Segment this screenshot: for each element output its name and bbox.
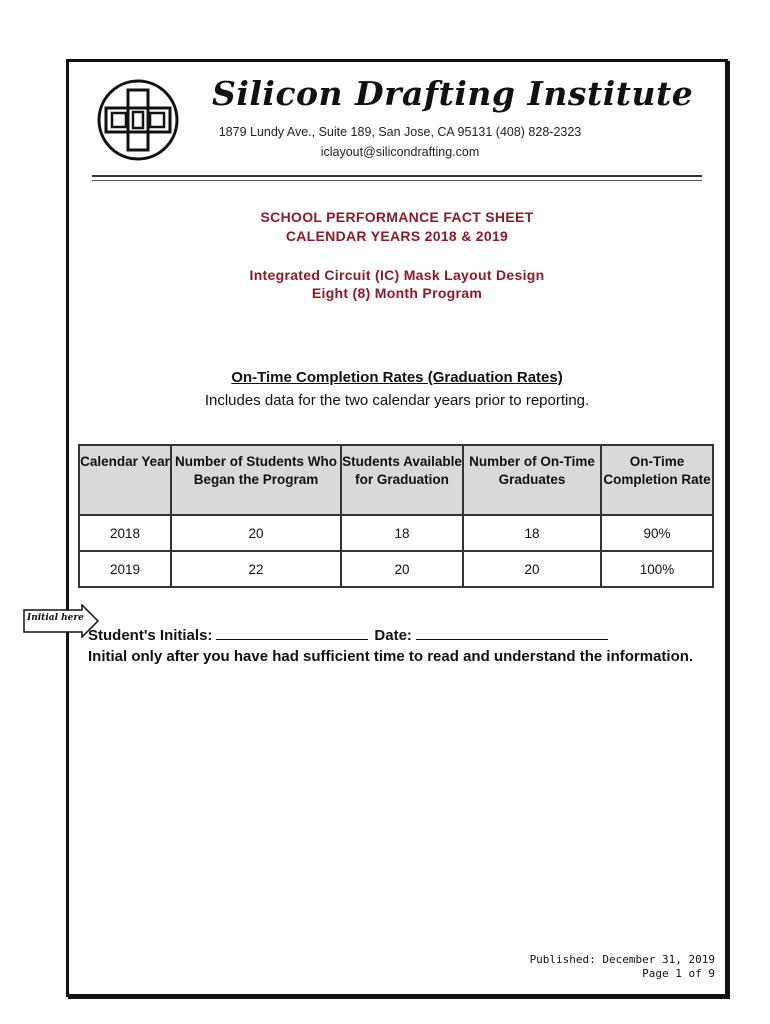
- table-cell: 18: [341, 515, 463, 551]
- calendar-years-title: CALENDAR YEARS 2018 & 2019: [285, 228, 509, 244]
- initials-field[interactable]: [216, 625, 368, 640]
- table-cell: 2018: [79, 515, 171, 551]
- page-number: Page 1 of 9: [642, 967, 715, 980]
- header-divider-thin: [92, 180, 702, 181]
- header-divider: [92, 175, 702, 177]
- program-duration: Eight (8) Month Program: [311, 285, 483, 301]
- address-line: 1879 Lundy Ave., Suite 189, San Jose, CA 95131 (408) 828-2323: [218, 125, 582, 139]
- published-date: Published: December 31, 2019: [529, 953, 715, 966]
- table-row: [79, 515, 713, 551]
- table-cell: 90%: [601, 515, 713, 551]
- email-address: iclayout@silicondrafting.com: [320, 145, 480, 159]
- institution-name: Silicon Drafting Institute: [212, 74, 694, 113]
- silicon-drafting-logo-icon: [96, 78, 180, 162]
- table-row: [79, 551, 713, 587]
- initial-here-label: Initial here: [27, 613, 84, 623]
- table-cell: 22: [171, 551, 341, 587]
- table-cell: 100%: [601, 551, 713, 587]
- fact-sheet-title: SCHOOL PERFORMANCE FACT SHEET: [260, 209, 534, 225]
- date-field[interactable]: [416, 625, 608, 640]
- table-cell: 20: [171, 515, 341, 551]
- column-header: Students Available for Graduation: [341, 445, 463, 515]
- initials-label: Student's Initials:: [88, 627, 213, 644]
- column-header: Calendar Year: [79, 445, 171, 515]
- column-header: Number of Students Who Began the Program: [171, 445, 341, 515]
- footer: [530, 953, 715, 981]
- column-header: Number of On-Time Graduates: [463, 445, 601, 515]
- completion-rates-heading: On-Time Completion Rates (Graduation Rates): [231, 369, 563, 386]
- initials-instruction: Initial only after you have had sufficient time to read and understand the information.: [88, 648, 694, 665]
- table-cell: 20: [463, 551, 601, 587]
- table-cell: 20: [341, 551, 463, 587]
- table-cell: 2019: [79, 551, 171, 587]
- completion-rates-table: [78, 444, 714, 588]
- table-cell: 18: [463, 515, 601, 551]
- initials-row: [88, 625, 608, 644]
- table-header-row: [79, 445, 713, 515]
- completion-rates-subheading: Includes data for the two calendar years prior to reporting.: [204, 392, 590, 409]
- program-name: Integrated Circuit (IC) Mask Layout Design: [249, 267, 545, 283]
- column-header: On-Time Completion Rate: [601, 445, 713, 515]
- date-label: Date:: [374, 627, 412, 644]
